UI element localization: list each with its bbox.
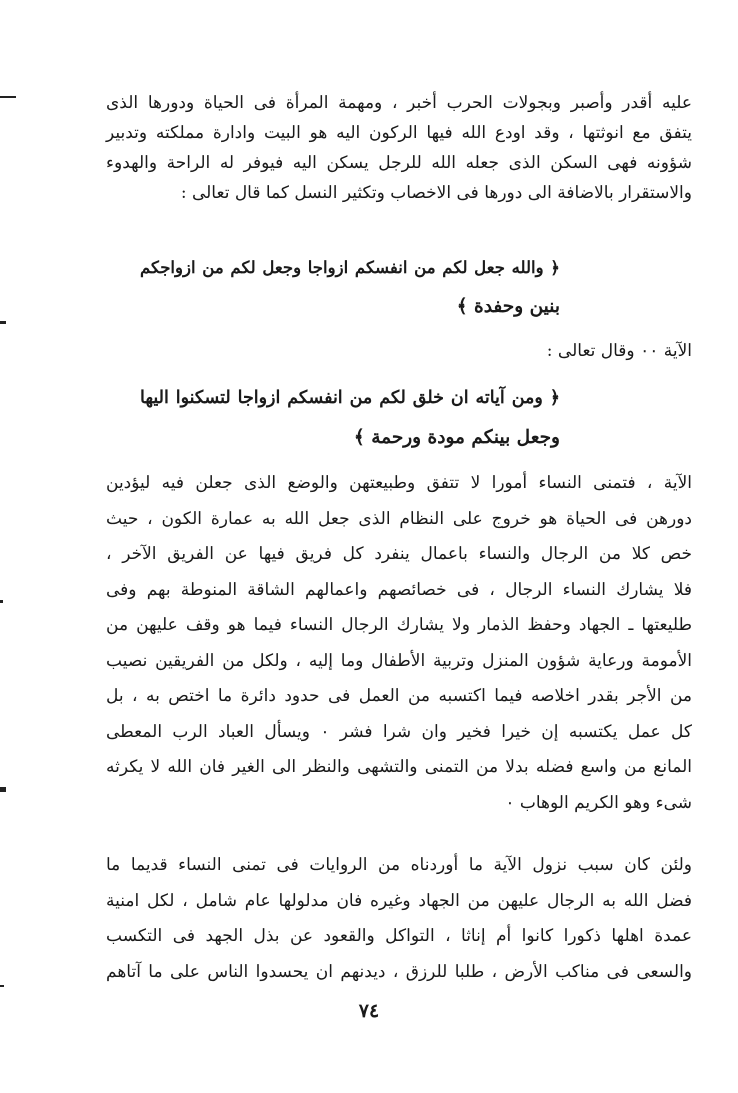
- text-line: طليعتها ـ الجهاد وحفظ الذمار ولا يشارك الرجال النساء فيما هو وقف عليهن من: [106, 615, 692, 635]
- text-line: شؤونه فهى السكن الذى جعله الله للرجل يسكن اليه فيوفر له الراحة والهدوء: [106, 153, 692, 173]
- paragraph-2: [106, 466, 692, 821]
- text-line: دورهن فى الحياة هو خروج على النظام الذى جعل الله به عمارة الكون ، حيث: [106, 508, 692, 529]
- edge-mark-3: [0, 600, 3, 603]
- paragraph-1: [106, 88, 692, 208]
- text-line: شىء وهو الكريم الوهاب ٠: [505, 792, 692, 813]
- text-line: والاستقرار بالاضافة الى دورها فى الاخصاب وتكثير النسل كما قال تعالى :: [180, 183, 692, 203]
- text-line: والسعى فى مناكب الأرض ، طلبا للرزق ، ديدنهم ان يحسدوا الناس على ما آتاهم: [106, 961, 692, 982]
- text-line: فلا يشارك النساء الرجال ، فى خصائصهم واعمالهم الشاقة المنوطة بهم وفى: [106, 579, 692, 600]
- paragraph-3: [106, 848, 692, 990]
- text-line: عمدة اهلها ذكورا كانوا أم إناثا ، التواكل والقعود عن بذل الجهد فى التكسب: [106, 926, 692, 946]
- text-line: الآية ٠٠ وقال تعالى :: [546, 341, 692, 361]
- text-line: ولئن كان سبب نزول الآية ما أوردناه من الروايات فى تمنى النساء قديما ما: [106, 855, 692, 875]
- text-line: فضل الله به الرجال عليهن من الجهاد وغيره فان مدلولها عام شامل ، لكل امنية: [106, 890, 692, 911]
- edge-mark-5: [0, 985, 4, 987]
- quran-verse-2: [140, 378, 560, 458]
- edge-mark-2: [0, 321, 6, 324]
- text-line: المانع من واسع فضله بدلا من التمنى والتشهى والنظر الى الغير فان الله لا يكرثه: [106, 757, 692, 777]
- edge-mark-1: [0, 96, 16, 98]
- verse-line: ﴿ والله جعل لكم من انفسكم ازواجا وجعل لكم من ازواجكم: [140, 257, 560, 277]
- text-line: من الأجر بقدر اخلاصه فيما اكتسبه من العمل فى حدود دائرة ما اختص به ، بل: [106, 686, 692, 706]
- text-line: الأمومة ورعاية شؤون المنزل وتربية الأطفال وما إليه ، ولكل من الفريقين نصيب: [106, 650, 692, 671]
- text-line: خص كلا من الرجال والنساء باعمال ينفرد كل فريق فيها عن الفريق الآخر ،: [106, 544, 692, 564]
- text-line: عليه أقدر وأصبر وبجولات الحرب أخبر ، ومهمة المرأة فى الحياة ودورها الذى: [106, 93, 692, 113]
- text-line: الآية ، فتمنى النساء أمورا لا تتفق وطبيعتهن والوضع الذى جعلن فيه ليؤدين: [106, 473, 692, 493]
- verse-line: بنين وحفدة ﴾: [456, 296, 560, 317]
- text-line: كل عمل يكتسبه إن خيرا فخير وان شرا فشر ٠ ويسأل العباد الرب المعطى: [106, 721, 692, 742]
- edge-mark-4: [0, 787, 6, 792]
- verse-1-followup: [106, 336, 692, 366]
- text-line: يتفق مع انوثتها ، وقد اودع الله فيها الركون اليه هو البيت وادارة مملكته وتدبير: [106, 123, 692, 143]
- verse-line: ﴿ ومن آياته ان خلق لكم من انفسكم ازواجا لتسكنوا اليها: [140, 388, 560, 408]
- page-number: ٧٤: [358, 1000, 380, 1022]
- quran-verse-1: [140, 247, 560, 327]
- verse-line: وجعل بينكم مودة ورحمة ﴾: [353, 427, 560, 448]
